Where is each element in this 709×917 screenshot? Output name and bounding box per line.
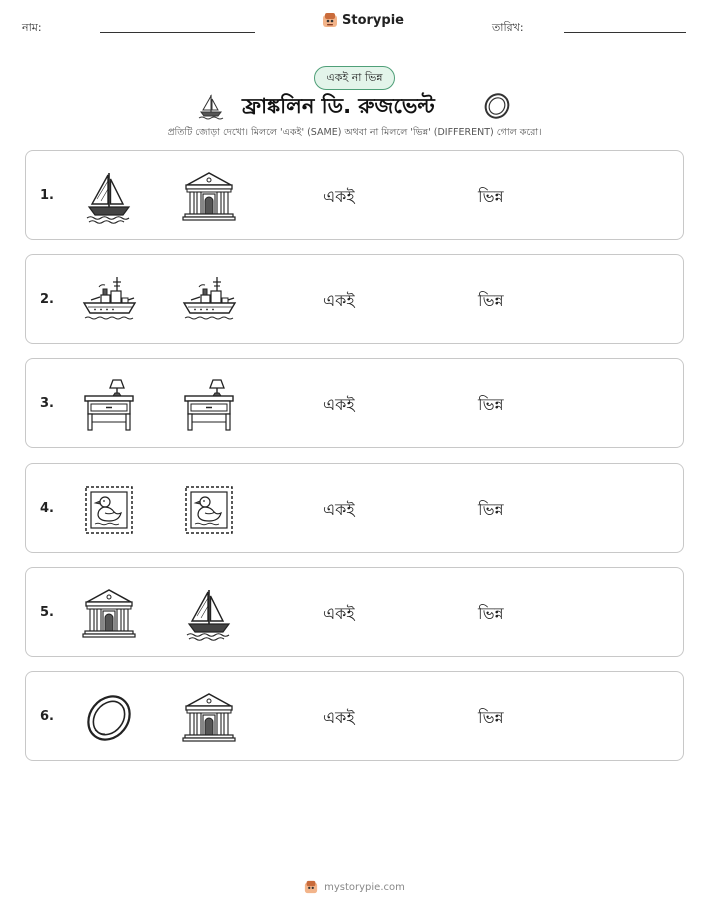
same-option[interactable]: একই xyxy=(323,395,355,414)
question-number: 2. xyxy=(40,292,54,307)
battleship-icon xyxy=(81,273,137,329)
duck-stamp-icon xyxy=(181,482,237,538)
question-row xyxy=(25,463,684,553)
brand xyxy=(322,12,404,28)
museum-icon xyxy=(181,690,237,746)
instructions: প্রতিটি জোড়া দেখো। মিললে 'একই' (SAME) অথবা না মিললে 'ভিন্ন' (DIFFERENT) গোল করো। xyxy=(167,127,542,138)
museum-icon xyxy=(181,169,237,225)
different-option[interactable]: ভিন্ন xyxy=(478,708,504,727)
question-row xyxy=(25,254,684,344)
picture-left xyxy=(81,690,137,746)
different-option[interactable]: ভিন্ন xyxy=(478,604,504,623)
footer-url: mystorypie.com xyxy=(324,881,405,893)
picture-right xyxy=(181,690,237,746)
picture-left xyxy=(81,482,137,538)
picture-right xyxy=(181,273,237,329)
nightstand-lamp-icon xyxy=(181,377,237,433)
question-number: 4. xyxy=(40,501,54,516)
question-row xyxy=(25,671,684,761)
same-option[interactable]: একই xyxy=(323,604,355,623)
picture-left xyxy=(81,377,137,433)
picture-left xyxy=(81,169,137,225)
sailboat-icon xyxy=(196,92,226,120)
different-option[interactable]: ভিন্ন xyxy=(478,500,504,519)
question-number: 1. xyxy=(40,188,54,203)
date-label: তারিখ: xyxy=(492,21,524,34)
same-option[interactable]: একই xyxy=(323,291,355,310)
question-row xyxy=(25,150,684,240)
question-number: 5. xyxy=(40,605,54,620)
sailboat-icon xyxy=(81,169,137,225)
same-option[interactable]: একই xyxy=(323,187,355,206)
footer xyxy=(0,880,709,894)
picture-left xyxy=(81,273,137,329)
name-line[interactable] xyxy=(100,32,255,33)
ring-icon xyxy=(81,690,137,746)
same-option[interactable]: একই xyxy=(323,708,355,727)
brand-name: Storypie xyxy=(342,12,404,28)
picture-left xyxy=(81,586,137,642)
museum-icon xyxy=(81,586,137,642)
question-row xyxy=(25,358,684,448)
different-option[interactable]: ভিন্ন xyxy=(478,291,504,310)
same-option[interactable]: একই xyxy=(323,500,355,519)
duck-stamp-icon xyxy=(81,482,137,538)
worksheet-header xyxy=(0,0,709,50)
date-line[interactable] xyxy=(564,32,686,33)
picture-right xyxy=(181,482,237,538)
different-option[interactable]: ভিন্ন xyxy=(478,187,504,206)
sailboat-icon xyxy=(181,586,237,642)
ring-icon xyxy=(482,92,512,120)
nightstand-lamp-icon xyxy=(81,377,137,433)
storypie-logo-icon xyxy=(322,12,338,28)
name-label: নাম: xyxy=(22,21,42,34)
picture-right xyxy=(181,377,237,433)
question-row xyxy=(25,567,684,657)
title-row xyxy=(0,90,709,122)
page-title: ফ্রাঙ্কলিন ডি. রুজভেল্ট xyxy=(242,94,435,118)
question-number: 3. xyxy=(40,396,54,411)
worksheet-type-badge: একই না ভিন্ন xyxy=(314,66,395,90)
picture-right xyxy=(181,169,237,225)
different-option[interactable]: ভিন্ন xyxy=(478,395,504,414)
question-number: 6. xyxy=(40,709,54,724)
storypie-logo-icon xyxy=(304,880,318,894)
picture-right xyxy=(181,586,237,642)
battleship-icon xyxy=(181,273,237,329)
